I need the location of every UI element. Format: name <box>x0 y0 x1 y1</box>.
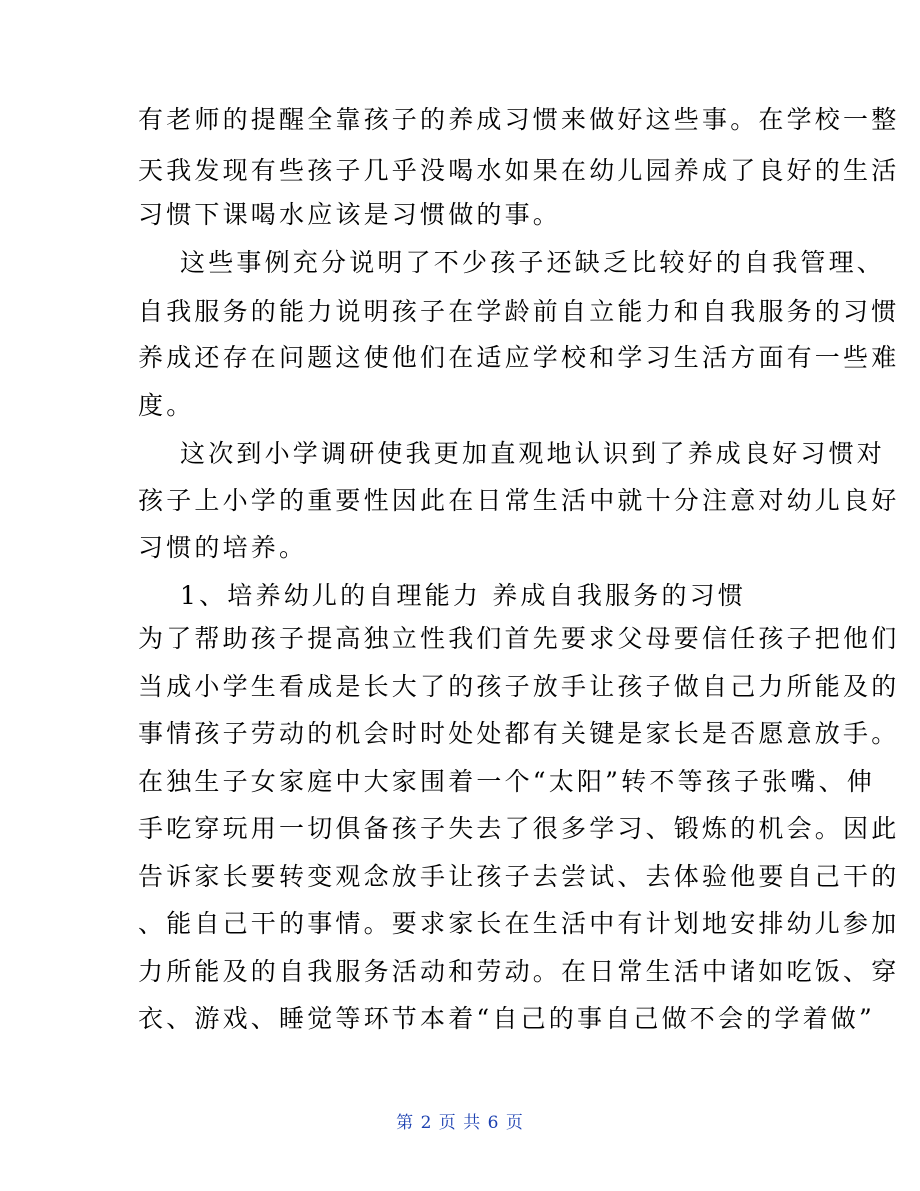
text-line: 养成还存在问题这使他们在适应学校和学习生活方面有一些难 <box>138 343 900 372</box>
text-line: 孩子上小学的重要性因此在日常生活中就十分注意对幼儿良好 <box>138 486 900 515</box>
page-number-footer: 第 2 页 共 6 页 <box>396 1113 524 1133</box>
text-line: 当成小学生看成是长大了的孩子放手让孩子做自己力所能及的 <box>138 672 900 701</box>
text-line: 力所能及的自我服务活动和劳动。在日常生活中诸如吃饭、穿 <box>138 957 900 986</box>
text-line: 手吃穿玩用一切俱备孩子失去了很多学习、锻炼的机会。因此 <box>138 814 900 843</box>
section-heading: 1、培养幼儿的自理能力 养成自我服务的习惯 <box>180 581 747 610</box>
text-line: 为了帮助孩子提高独立性我们首先要求父母要信任孩子把他们 <box>138 624 900 653</box>
text-line: 习惯的培养。 <box>138 533 308 562</box>
text-line: 、能自己干的事情。要求家长在生活中有计划地安排幼儿参加 <box>138 909 900 938</box>
text-line: 自我服务的能力说明孩子在学龄前自立能力和自我服务的习惯 <box>138 297 900 326</box>
text-line: 在独生子女家庭中大家围着一个“太阳”转不等孩子张嘴、伸 <box>138 767 875 796</box>
text-line: 告诉家长要转变观念放手让孩子去尝试、去体验他要自己干的 <box>138 862 900 891</box>
text-line: 事情孩子劳动的机会时时处处都有关键是家长是否愿意放手。 <box>138 719 900 748</box>
text-line: 衣、游戏、睡觉等环节本着“自己的事自己做不会的学着做” <box>138 1004 875 1033</box>
paragraph-first-line: 这次到小学调研使我更加直观地认识到了养成良好习惯对 <box>180 439 886 468</box>
paragraph-first-line: 这些事例充分说明了不少孩子还缺乏比较好的自我管理、 <box>180 248 886 277</box>
text-line: 习惯下课喝水应该是习惯做的事。 <box>138 200 562 229</box>
text-line: 有老师的提醒全靠孩子的养成习惯来做好这些事。在学校一整 <box>138 105 900 134</box>
text-line: 度。 <box>138 391 195 420</box>
text-line: 天我发现有些孩子几乎没喝水如果在幼儿园养成了良好的生活 <box>138 156 900 185</box>
